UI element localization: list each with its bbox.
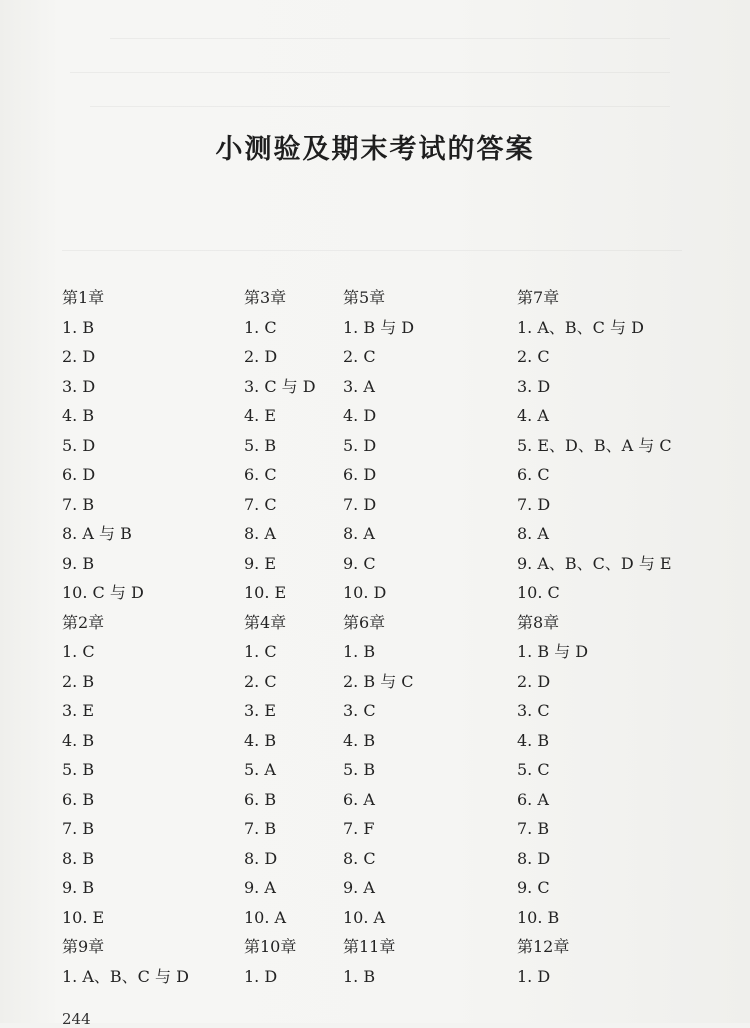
page-title: 小测验及期末考试的答案 bbox=[215, 134, 535, 165]
answer-item: 10. D bbox=[343, 583, 387, 602]
answer-item: 4. B bbox=[244, 730, 277, 750]
answer-item: 10. C 与 D bbox=[62, 583, 144, 602]
answer-item: 9. A、B、C、D 与 E bbox=[517, 553, 672, 573]
answer-item: 3. E bbox=[62, 701, 95, 720]
answer-item: 3. D bbox=[517, 376, 551, 396]
answer-item: 6. D bbox=[343, 465, 377, 484]
answer-item: 10. C bbox=[517, 583, 560, 602]
answer-item: 3. C 与 D bbox=[244, 376, 316, 396]
answer-item: 1. D bbox=[244, 966, 278, 986]
answer-item: 2. C bbox=[343, 347, 376, 366]
answer-item: 8. C bbox=[343, 848, 376, 868]
answer-item: 3. C bbox=[343, 701, 376, 720]
page-number: 244 bbox=[62, 1010, 91, 1028]
answer-item: 6. B bbox=[62, 789, 95, 809]
chapter-heading: 第9章 bbox=[62, 937, 105, 956]
answer-item: 6. A bbox=[517, 789, 549, 809]
answer-item: 6. C bbox=[244, 465, 277, 484]
answer-item: 7. B bbox=[244, 819, 277, 838]
answer-item: 3. C bbox=[517, 701, 550, 720]
answer-item: 6. B bbox=[244, 789, 277, 809]
answer-item: 1. C bbox=[244, 317, 277, 337]
answer-item: 1. B bbox=[343, 966, 376, 986]
answer-item: 6. A bbox=[343, 789, 375, 809]
answer-item: 7. C bbox=[244, 494, 277, 514]
answer-item: 1. C bbox=[244, 642, 277, 661]
answer-item: 7. F bbox=[343, 819, 375, 838]
show-through-line bbox=[70, 72, 670, 73]
answer-item: 10. E bbox=[244, 583, 287, 602]
answer-item: 8. A bbox=[244, 524, 276, 543]
chapter-heading: 第2章 bbox=[62, 612, 105, 632]
chapter-heading: 第11章 bbox=[343, 937, 396, 956]
answer-item: 5. D bbox=[343, 435, 377, 455]
answer-item: 6. D bbox=[62, 465, 96, 484]
answer-item: 10. A bbox=[244, 907, 287, 927]
show-through-line bbox=[62, 250, 682, 251]
answer-item: 9. A bbox=[244, 878, 276, 897]
answer-item: 4. E bbox=[244, 406, 277, 425]
answer-item: 9. B bbox=[62, 553, 95, 573]
chapter-heading: 第6章 bbox=[343, 612, 386, 632]
answer-item: 1. D bbox=[517, 966, 551, 986]
answer-item: 1. C bbox=[62, 642, 95, 661]
answer-item: 9. A bbox=[343, 878, 375, 897]
answer-item: 2. D bbox=[62, 347, 96, 366]
answer-item: 9. B bbox=[62, 878, 95, 897]
answer-item: 8. D bbox=[517, 848, 551, 868]
answer-item: 7. D bbox=[517, 494, 551, 514]
chapter-heading: 第7章 bbox=[517, 288, 560, 307]
answer-item: 9. E bbox=[244, 553, 277, 573]
answer-item: 2. B 与 C bbox=[343, 671, 414, 691]
answer-item: 9. C bbox=[517, 878, 550, 897]
answer-item: 4. A bbox=[517, 406, 549, 425]
answer-item: 3. A bbox=[343, 376, 375, 396]
answer-item: 2. D bbox=[244, 347, 278, 366]
answer-item: 1. B 与 D bbox=[517, 642, 589, 661]
answer-item: 4. B bbox=[62, 406, 95, 425]
answer-item: 7. B bbox=[517, 819, 550, 838]
answer-item: 10. E bbox=[62, 907, 105, 927]
answer-item: 4. D bbox=[343, 406, 377, 425]
answer-item: 8. A bbox=[517, 524, 549, 543]
answer-item: 5. A bbox=[244, 760, 276, 779]
chapter-heading: 第5章 bbox=[343, 288, 386, 307]
answer-item: 8. B bbox=[62, 848, 95, 868]
answer-item: 2. C bbox=[517, 347, 550, 366]
answer-item: 1. B bbox=[343, 642, 376, 661]
answer-item: 8. A 与 B bbox=[62, 524, 132, 543]
answer-item: 7. B bbox=[62, 819, 95, 838]
answer-item: 2. B bbox=[62, 671, 95, 691]
answer-item: 4. B bbox=[343, 730, 376, 750]
show-through-line bbox=[90, 106, 670, 107]
answer-item: 5. B bbox=[62, 760, 95, 779]
answer-item: 3. E bbox=[244, 701, 277, 720]
answer-item: 8. D bbox=[244, 848, 278, 868]
answer-item: 7. B bbox=[62, 494, 95, 514]
answer-item: 9. C bbox=[343, 553, 376, 573]
answer-item: 2. C bbox=[244, 671, 277, 691]
answer-item: 5. E、D、B、A 与 C bbox=[517, 435, 672, 455]
answer-item: 4. B bbox=[517, 730, 550, 750]
chapter-heading: 第4章 bbox=[244, 612, 287, 632]
answer-item: 10. A bbox=[343, 907, 386, 927]
answer-item: 4. B bbox=[62, 730, 95, 750]
chapter-heading: 第8章 bbox=[517, 612, 560, 632]
answer-item: 1. B 与 D bbox=[343, 317, 415, 337]
answer-item: 2. D bbox=[517, 671, 551, 691]
answer-item: 3. D bbox=[62, 376, 96, 396]
answer-item: 5. C bbox=[517, 760, 550, 779]
chapter-heading: 第10章 bbox=[244, 937, 297, 956]
answer-item: 1. B bbox=[62, 317, 95, 337]
answer-item: 5. B bbox=[343, 760, 376, 779]
chapter-heading: 第12章 bbox=[517, 937, 570, 956]
chapter-heading: 第1章 bbox=[62, 288, 105, 307]
answer-item: 7. D bbox=[343, 494, 377, 514]
chapter-heading: 第3章 bbox=[244, 288, 287, 307]
answer-item: 6. C bbox=[517, 465, 550, 484]
answer-item: 8. A bbox=[343, 524, 375, 543]
answer-item: 1. A、B、C 与 D bbox=[62, 966, 189, 986]
answer-item: 5. D bbox=[62, 435, 96, 455]
answer-item: 1. A、B、C 与 D bbox=[517, 317, 644, 337]
answer-item: 5. B bbox=[244, 435, 277, 455]
show-through-line bbox=[110, 38, 670, 39]
answer-item: 10. B bbox=[517, 907, 560, 927]
